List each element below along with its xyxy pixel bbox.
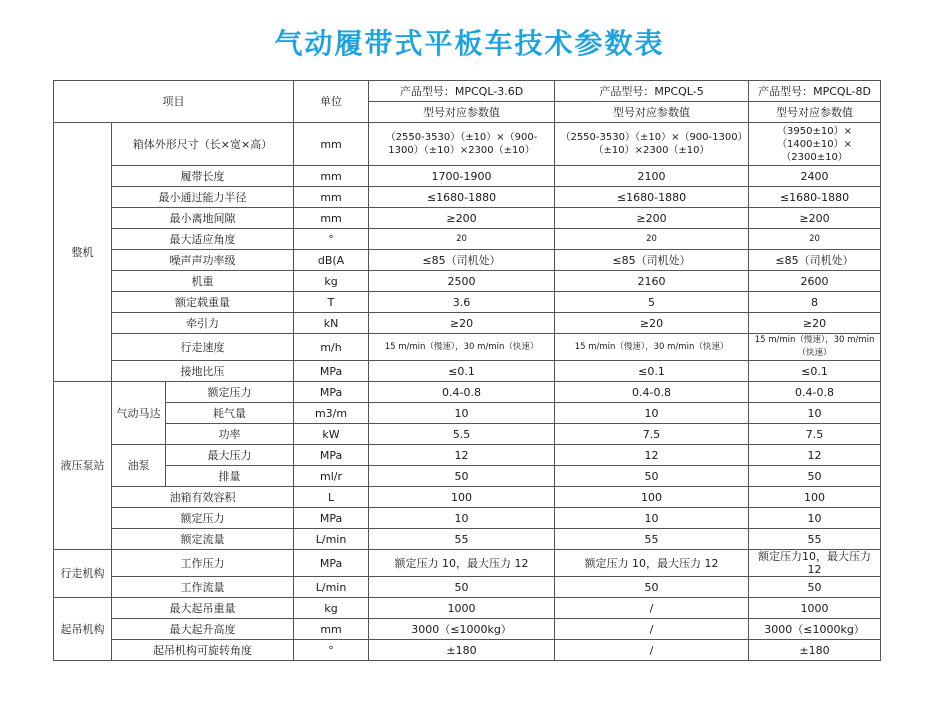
param-value: / [555, 640, 749, 661]
param-value: （2550-3530）（±10）×（900-1300）（±10）×2300（±10） [555, 123, 749, 166]
param-name: 最大起吊重量 [112, 598, 294, 619]
param-value: 额定压力 10，最大压力 12 [555, 550, 749, 577]
param-unit: kW [294, 424, 369, 445]
param-value: 1000 [369, 598, 555, 619]
param-value: 15 m/min（慢速），30 m/min（快速） [749, 334, 881, 361]
table-row [54, 424, 881, 445]
param-value: 100 [369, 487, 555, 508]
param-name: 牵引力 [112, 313, 294, 334]
param-value: / [555, 619, 749, 640]
table-row [54, 361, 881, 382]
table-row [54, 619, 881, 640]
param-value: 55 [369, 529, 555, 550]
group-label: 行走机构 [54, 550, 112, 598]
param-value: ≥20 [369, 313, 555, 334]
param-unit: T [294, 292, 369, 313]
param-name: 耗气量 [166, 403, 294, 424]
param-value: 50 [749, 466, 881, 487]
param-value: 7.5 [555, 424, 749, 445]
param-unit: kg [294, 271, 369, 292]
table-row [54, 466, 881, 487]
param-name: 机重 [112, 271, 294, 292]
param-name: 功率 [166, 424, 294, 445]
param-value: ≤0.1 [555, 361, 749, 382]
param-name: 噪声声功率级 [112, 250, 294, 271]
table-row [54, 403, 881, 424]
param-value: / [555, 598, 749, 619]
param-value: 50 [369, 466, 555, 487]
subgroup-label: 油泵 [112, 445, 166, 487]
param-unit: kg [294, 598, 369, 619]
table-row [54, 577, 881, 598]
table-row [54, 123, 881, 166]
param-name: 箱体外形尺寸（长×宽×高） [112, 123, 294, 166]
param-value: 12 [369, 445, 555, 466]
table-row [54, 598, 881, 619]
param-value: 12 [555, 445, 749, 466]
param-value: 5.5 [369, 424, 555, 445]
param-value: 15 m/min（慢速），30 m/min（快速） [369, 334, 555, 361]
param-name: 最大起升高度 [112, 619, 294, 640]
table-row [54, 292, 881, 313]
param-value: 20 [749, 229, 881, 250]
param-unit: m/h [294, 334, 369, 361]
param-value: ≤1680-1880 [749, 187, 881, 208]
param-value: 100 [749, 487, 881, 508]
param-value: 1000 [749, 598, 881, 619]
param-name: 最大压力 [166, 445, 294, 466]
param-value: 20 [369, 229, 555, 250]
group-label: 起吊机构 [54, 598, 112, 661]
param-value: ≥20 [749, 313, 881, 334]
param-value: 0.4-0.8 [749, 382, 881, 403]
page-title: 气动履带式平板车技术参数表 [274, 27, 665, 60]
param-unit: MPa [294, 508, 369, 529]
param-value: ≤0.1 [369, 361, 555, 382]
param-value: 50 [749, 577, 881, 598]
param-value: 8 [749, 292, 881, 313]
param-value: 2160 [555, 271, 749, 292]
param-value: ≤85（司机处） [555, 250, 749, 271]
param-name: 油箱有效容积 [112, 487, 294, 508]
header-model: 产品型号：MPCQL-8D [749, 81, 881, 102]
param-value: ≤1680-1880 [369, 187, 555, 208]
param-value: （3950±10）×（1400±10）×（2300±10） [749, 123, 881, 166]
param-name: 最大适应角度 [112, 229, 294, 250]
table-row [54, 208, 881, 229]
param-value: 额定压力10，最大压力12 [749, 550, 881, 577]
param-value: 10 [369, 508, 555, 529]
param-value: ≥200 [555, 208, 749, 229]
param-name: 额定压力 [112, 508, 294, 529]
param-value: 2500 [369, 271, 555, 292]
param-unit: L/min [294, 577, 369, 598]
header-model: 产品型号：MPCQL-5 [555, 81, 749, 102]
param-value: 2400 [749, 166, 881, 187]
header-unit: 单位 [294, 81, 369, 123]
param-name: 工作流量 [112, 577, 294, 598]
param-value: 50 [555, 466, 749, 487]
param-value: 50 [369, 577, 555, 598]
param-name: 最小通过能力半径 [112, 187, 294, 208]
param-name: 接地比压 [112, 361, 294, 382]
param-unit: MPa [294, 445, 369, 466]
param-name: 额定压力 [166, 382, 294, 403]
param-value: 100 [555, 487, 749, 508]
param-value: 55 [749, 529, 881, 550]
group-label: 液压泵站 [54, 382, 112, 550]
param-value: 20 [555, 229, 749, 250]
param-name: 起吊机构可旋转角度 [112, 640, 294, 661]
param-value: 0.4-0.8 [555, 382, 749, 403]
param-value: ≥200 [369, 208, 555, 229]
param-value: ≥20 [555, 313, 749, 334]
subgroup-label: 气动马达 [112, 382, 166, 445]
table-row [54, 550, 881, 577]
param-value: 3000（≤1000kg） [749, 619, 881, 640]
param-unit: L/min [294, 529, 369, 550]
param-unit: m3/m [294, 403, 369, 424]
param-unit: mm [294, 187, 369, 208]
param-value: 12 [749, 445, 881, 466]
param-value: ±180 [749, 640, 881, 661]
table-row [54, 508, 881, 529]
table-row [54, 445, 881, 466]
param-value: 10 [749, 508, 881, 529]
param-value: ±180 [369, 640, 555, 661]
header-row [54, 81, 881, 102]
param-value: 额定压力 10，最大压力 12 [369, 550, 555, 577]
param-unit: mm [294, 208, 369, 229]
param-value: 15 m/min（慢速），30 m/min（快速） [555, 334, 749, 361]
param-value: （2550-3530）（±10）×（900-1300）（±10）×2300（±10） [369, 123, 555, 166]
param-unit: kN [294, 313, 369, 334]
param-value: 3.6 [369, 292, 555, 313]
group-label: 整机 [54, 123, 112, 382]
table-row [54, 382, 881, 403]
param-name: 最小离地间隙 [112, 208, 294, 229]
param-unit: mm [294, 123, 369, 166]
spec-table [53, 80, 881, 661]
param-unit: MPa [294, 382, 369, 403]
param-name: 额定载重量 [112, 292, 294, 313]
table-row [54, 313, 881, 334]
param-value: ≥200 [749, 208, 881, 229]
table-row [54, 166, 881, 187]
header-sub: 型号对应参数值 [369, 102, 555, 123]
param-value: 3000（≤1000kg） [369, 619, 555, 640]
param-name: 工作压力 [112, 550, 294, 577]
param-unit: MPa [294, 361, 369, 382]
param-name: 履带长度 [112, 166, 294, 187]
param-value: 5 [555, 292, 749, 313]
header-item: 项目 [54, 81, 294, 123]
param-value: 10 [555, 508, 749, 529]
table-row [54, 250, 881, 271]
param-value: 1700-1900 [369, 166, 555, 187]
table-row [54, 334, 881, 361]
param-unit: ml/r [294, 466, 369, 487]
param-unit: MPa [294, 550, 369, 577]
param-value: 10 [369, 403, 555, 424]
param-value: 0.4-0.8 [369, 382, 555, 403]
param-unit: mm [294, 166, 369, 187]
param-value: 10 [555, 403, 749, 424]
param-value: 55 [555, 529, 749, 550]
table-row [54, 640, 881, 661]
table-row [54, 187, 881, 208]
param-value: 7.5 [749, 424, 881, 445]
param-value: ≤85（司机处） [369, 250, 555, 271]
param-unit: ° [294, 229, 369, 250]
param-name: 排量 [166, 466, 294, 487]
param-name: 额定流量 [112, 529, 294, 550]
table-row [54, 487, 881, 508]
param-name: 行走速度 [112, 334, 294, 361]
param-value: 2600 [749, 271, 881, 292]
param-unit: ° [294, 640, 369, 661]
param-value: ≤1680-1880 [555, 187, 749, 208]
table-row [54, 529, 881, 550]
table-row [54, 229, 881, 250]
param-unit: dB(A [294, 250, 369, 271]
param-value: 2100 [555, 166, 749, 187]
param-value: ≤85（司机处） [749, 250, 881, 271]
table-row [54, 271, 881, 292]
param-value: 50 [555, 577, 749, 598]
param-unit: L [294, 487, 369, 508]
header-sub: 型号对应参数值 [555, 102, 749, 123]
param-value: 10 [749, 403, 881, 424]
param-unit: mm [294, 619, 369, 640]
param-value: ≤0.1 [749, 361, 881, 382]
header-sub: 型号对应参数值 [749, 102, 881, 123]
header-model: 产品型号：MPCQL-3.6D [369, 81, 555, 102]
